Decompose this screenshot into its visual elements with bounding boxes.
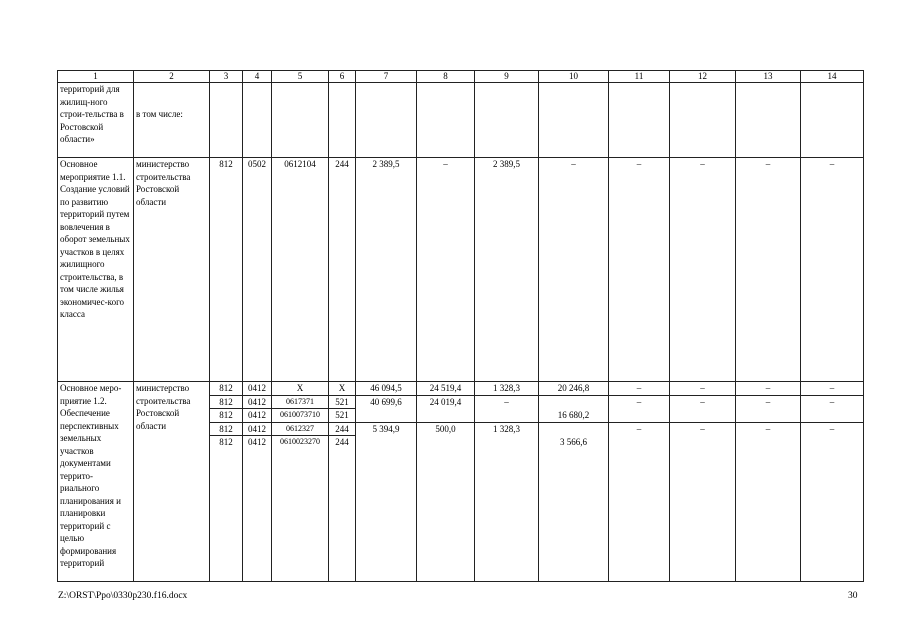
- col-header: 11: [609, 71, 670, 83]
- target-code: 0617371: [272, 395, 329, 409]
- value-2020: [801, 409, 864, 423]
- section-code: 0412: [243, 409, 272, 423]
- program-name-cell: территорий для жилищ-ного строи-тельства в Ростовской области»: [58, 83, 134, 158]
- grbs-code: 812: [210, 422, 243, 436]
- value-2014: –: [417, 158, 475, 382]
- value-2016: 3 566,6: [539, 436, 609, 582]
- col-header: 2: [134, 71, 210, 83]
- section-code: 0412: [243, 436, 272, 582]
- value-2017: –: [609, 395, 670, 409]
- measure-name-cell: Основное мероприятие 1.1. Создание условий по развитию территорий путем вовлечения в оборот земельных участков в целях жилищного строительства, в том числе жилья экономичес-кого класса: [58, 158, 134, 382]
- value-2019: –: [736, 422, 801, 436]
- expense-type-code: 244: [329, 422, 356, 436]
- table-row: [58, 83, 864, 158]
- expense-type-code: Х: [329, 382, 356, 396]
- value-2020: –: [801, 422, 864, 436]
- total-value: 46 094,5: [356, 382, 417, 396]
- col-header: 14: [801, 71, 864, 83]
- value-2020: –: [801, 382, 864, 396]
- value-2015: 1 328,3: [475, 382, 539, 396]
- expense-type-code: 244: [329, 158, 356, 382]
- value-2019: [736, 409, 801, 423]
- grbs-code: 812: [210, 382, 243, 396]
- value-2017: –: [609, 158, 670, 382]
- value-2018: [670, 436, 736, 582]
- total-value: 5 394,9: [356, 422, 417, 436]
- col-header: 6: [329, 71, 356, 83]
- value-2017: –: [609, 382, 670, 396]
- grbs-code: 812: [210, 409, 243, 423]
- col-header: 5: [272, 71, 329, 83]
- total-value: [356, 436, 417, 582]
- section-code: 0502: [243, 158, 272, 382]
- value-2019: –: [736, 395, 801, 409]
- value-2019: –: [736, 382, 801, 396]
- section-code: 0412: [243, 382, 272, 396]
- page-number: 30: [848, 591, 858, 601]
- value-2020: –: [801, 158, 864, 382]
- executor-cell: министерство строительства Ростовской области: [134, 158, 210, 382]
- col-header: 12: [670, 71, 736, 83]
- target-code: 0612327: [272, 422, 329, 436]
- grbs-code: 812: [210, 436, 243, 582]
- value-2019: [736, 436, 801, 582]
- expense-type-code: 521: [329, 409, 356, 423]
- value-2016: 16 680,2: [539, 409, 609, 423]
- value-2014: 24 519,4: [417, 382, 475, 396]
- expense-type-code: 521: [329, 395, 356, 409]
- expense-type-code: 244: [329, 436, 356, 582]
- value-2020: [801, 436, 864, 582]
- value-2016: –: [539, 158, 609, 382]
- value-2014: 500,0: [417, 422, 475, 436]
- value-2015: –: [475, 395, 539, 409]
- section-code: 0412: [243, 422, 272, 436]
- value-2015: 2 389,5: [475, 158, 539, 382]
- executor-cell: министерство строительства Ростовской области: [134, 382, 210, 582]
- value-2016: [539, 395, 609, 409]
- value-2015: [475, 436, 539, 582]
- value-2014: [417, 436, 475, 582]
- value-2018: –: [670, 382, 736, 396]
- value-2015: 1 328,3: [475, 422, 539, 436]
- col-header: 7: [356, 71, 417, 83]
- column-number-row: [58, 71, 864, 83]
- value-2020: –: [801, 395, 864, 409]
- target-code: 0610073710: [272, 409, 329, 423]
- total-value: 2 389,5: [356, 158, 417, 382]
- target-code: 0612104: [272, 158, 329, 382]
- table-row: [58, 382, 864, 396]
- target-code: Х: [272, 382, 329, 396]
- col-header: 1: [58, 71, 134, 83]
- measure-name-cell: Основное меро-приятие 1.2. Обеспечение перспективных земельных участков документами террито-риального планирования и планировки территорий с целью формирования территорий: [58, 382, 134, 582]
- grbs-code: 812: [210, 158, 243, 382]
- value-2017: [609, 409, 670, 423]
- col-header: 13: [736, 71, 801, 83]
- section-code: 0412: [243, 395, 272, 409]
- value-2018: –: [670, 158, 736, 382]
- file-path-footer: Z:\ORST\Ppo\0330p230.f16.docx: [58, 591, 188, 601]
- col-header: 4: [243, 71, 272, 83]
- value-2018: –: [670, 395, 736, 409]
- value-2018: –: [670, 422, 736, 436]
- value-2014: [417, 409, 475, 423]
- value-2016: [539, 422, 609, 436]
- budget-table: [57, 70, 864, 582]
- value-2015: [475, 409, 539, 423]
- value-2014: 24 019,4: [417, 395, 475, 409]
- col-header: 9: [475, 71, 539, 83]
- col-header: 10: [539, 71, 609, 83]
- value-2016: 20 246,8: [539, 382, 609, 396]
- value-2018: [670, 409, 736, 423]
- col-header: 8: [417, 71, 475, 83]
- total-value: [356, 409, 417, 423]
- total-value: 40 699,6: [356, 395, 417, 409]
- value-2017: –: [609, 422, 670, 436]
- value-2019: –: [736, 158, 801, 382]
- executor-cell: в том числе:: [134, 83, 210, 158]
- value-2017: [609, 436, 670, 582]
- target-code: 0610023270: [272, 436, 329, 582]
- col-header: 3: [210, 71, 243, 83]
- table-row: [58, 158, 864, 382]
- grbs-code: 812: [210, 395, 243, 409]
